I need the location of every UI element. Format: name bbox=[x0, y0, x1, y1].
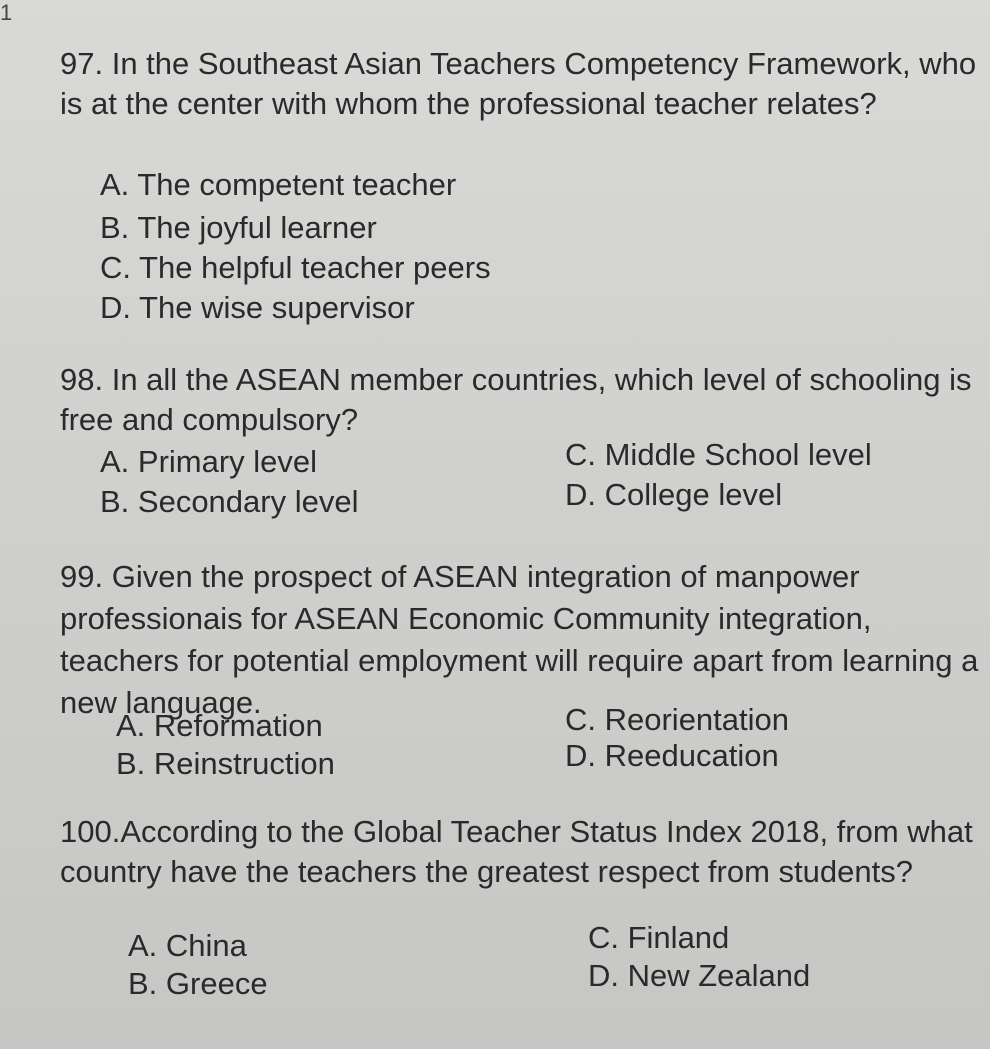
question-100-option-b: B. Greece bbox=[128, 966, 268, 1001]
question-99-stem: 99. Given the prospect of ASEAN integration of manpower professionais for ASEAN Economic Community integration, teachers for potential employment will require apart from learning a new language. bbox=[60, 559, 979, 720]
page-corner-mark: 1 bbox=[0, 0, 13, 25]
question-100 bbox=[60, 812, 980, 892]
question-100-option-c: C. Finland bbox=[588, 920, 730, 955]
question-98 bbox=[60, 360, 975, 440]
question-98-option-a: A. Primary level bbox=[100, 444, 318, 479]
question-99 bbox=[60, 556, 980, 724]
question-98-option-c: C. Middle School level bbox=[565, 437, 872, 472]
question-97-option-a: A. The competent teacher bbox=[100, 167, 457, 202]
question-97 bbox=[60, 44, 980, 124]
question-97-option-d: D. The wise supervisor bbox=[100, 290, 415, 325]
question-98-option-b: B. Secondary level bbox=[100, 484, 359, 519]
question-97-option-b: B. The joyful learner bbox=[100, 210, 377, 245]
question-98-option-d: D. College level bbox=[565, 477, 783, 512]
question-99-option-a: A. Reformation bbox=[116, 708, 323, 743]
question-98-stem: 98. In all the ASEAN member countries, which level of schooling is free and compulsory? bbox=[60, 362, 972, 437]
question-97-option-c: C. The helpful teacher peers bbox=[100, 250, 491, 285]
question-97-stem: 97. In the Southeast Asian Teachers Competency Framework, who is at the center with whom the professional teacher relates? bbox=[60, 46, 977, 121]
question-99-option-c: C. Reorientation bbox=[565, 702, 790, 737]
question-100-stem: 100.According to the Global Teacher Status Index 2018, from what country have the teachers the greatest respect from students? bbox=[60, 814, 973, 889]
question-99-option-b: B. Reinstruction bbox=[116, 746, 335, 781]
question-100-option-a: A. China bbox=[128, 928, 247, 963]
question-99-option-d: D. Reeducation bbox=[565, 738, 779, 773]
question-100-option-d: D. New Zealand bbox=[588, 958, 811, 993]
